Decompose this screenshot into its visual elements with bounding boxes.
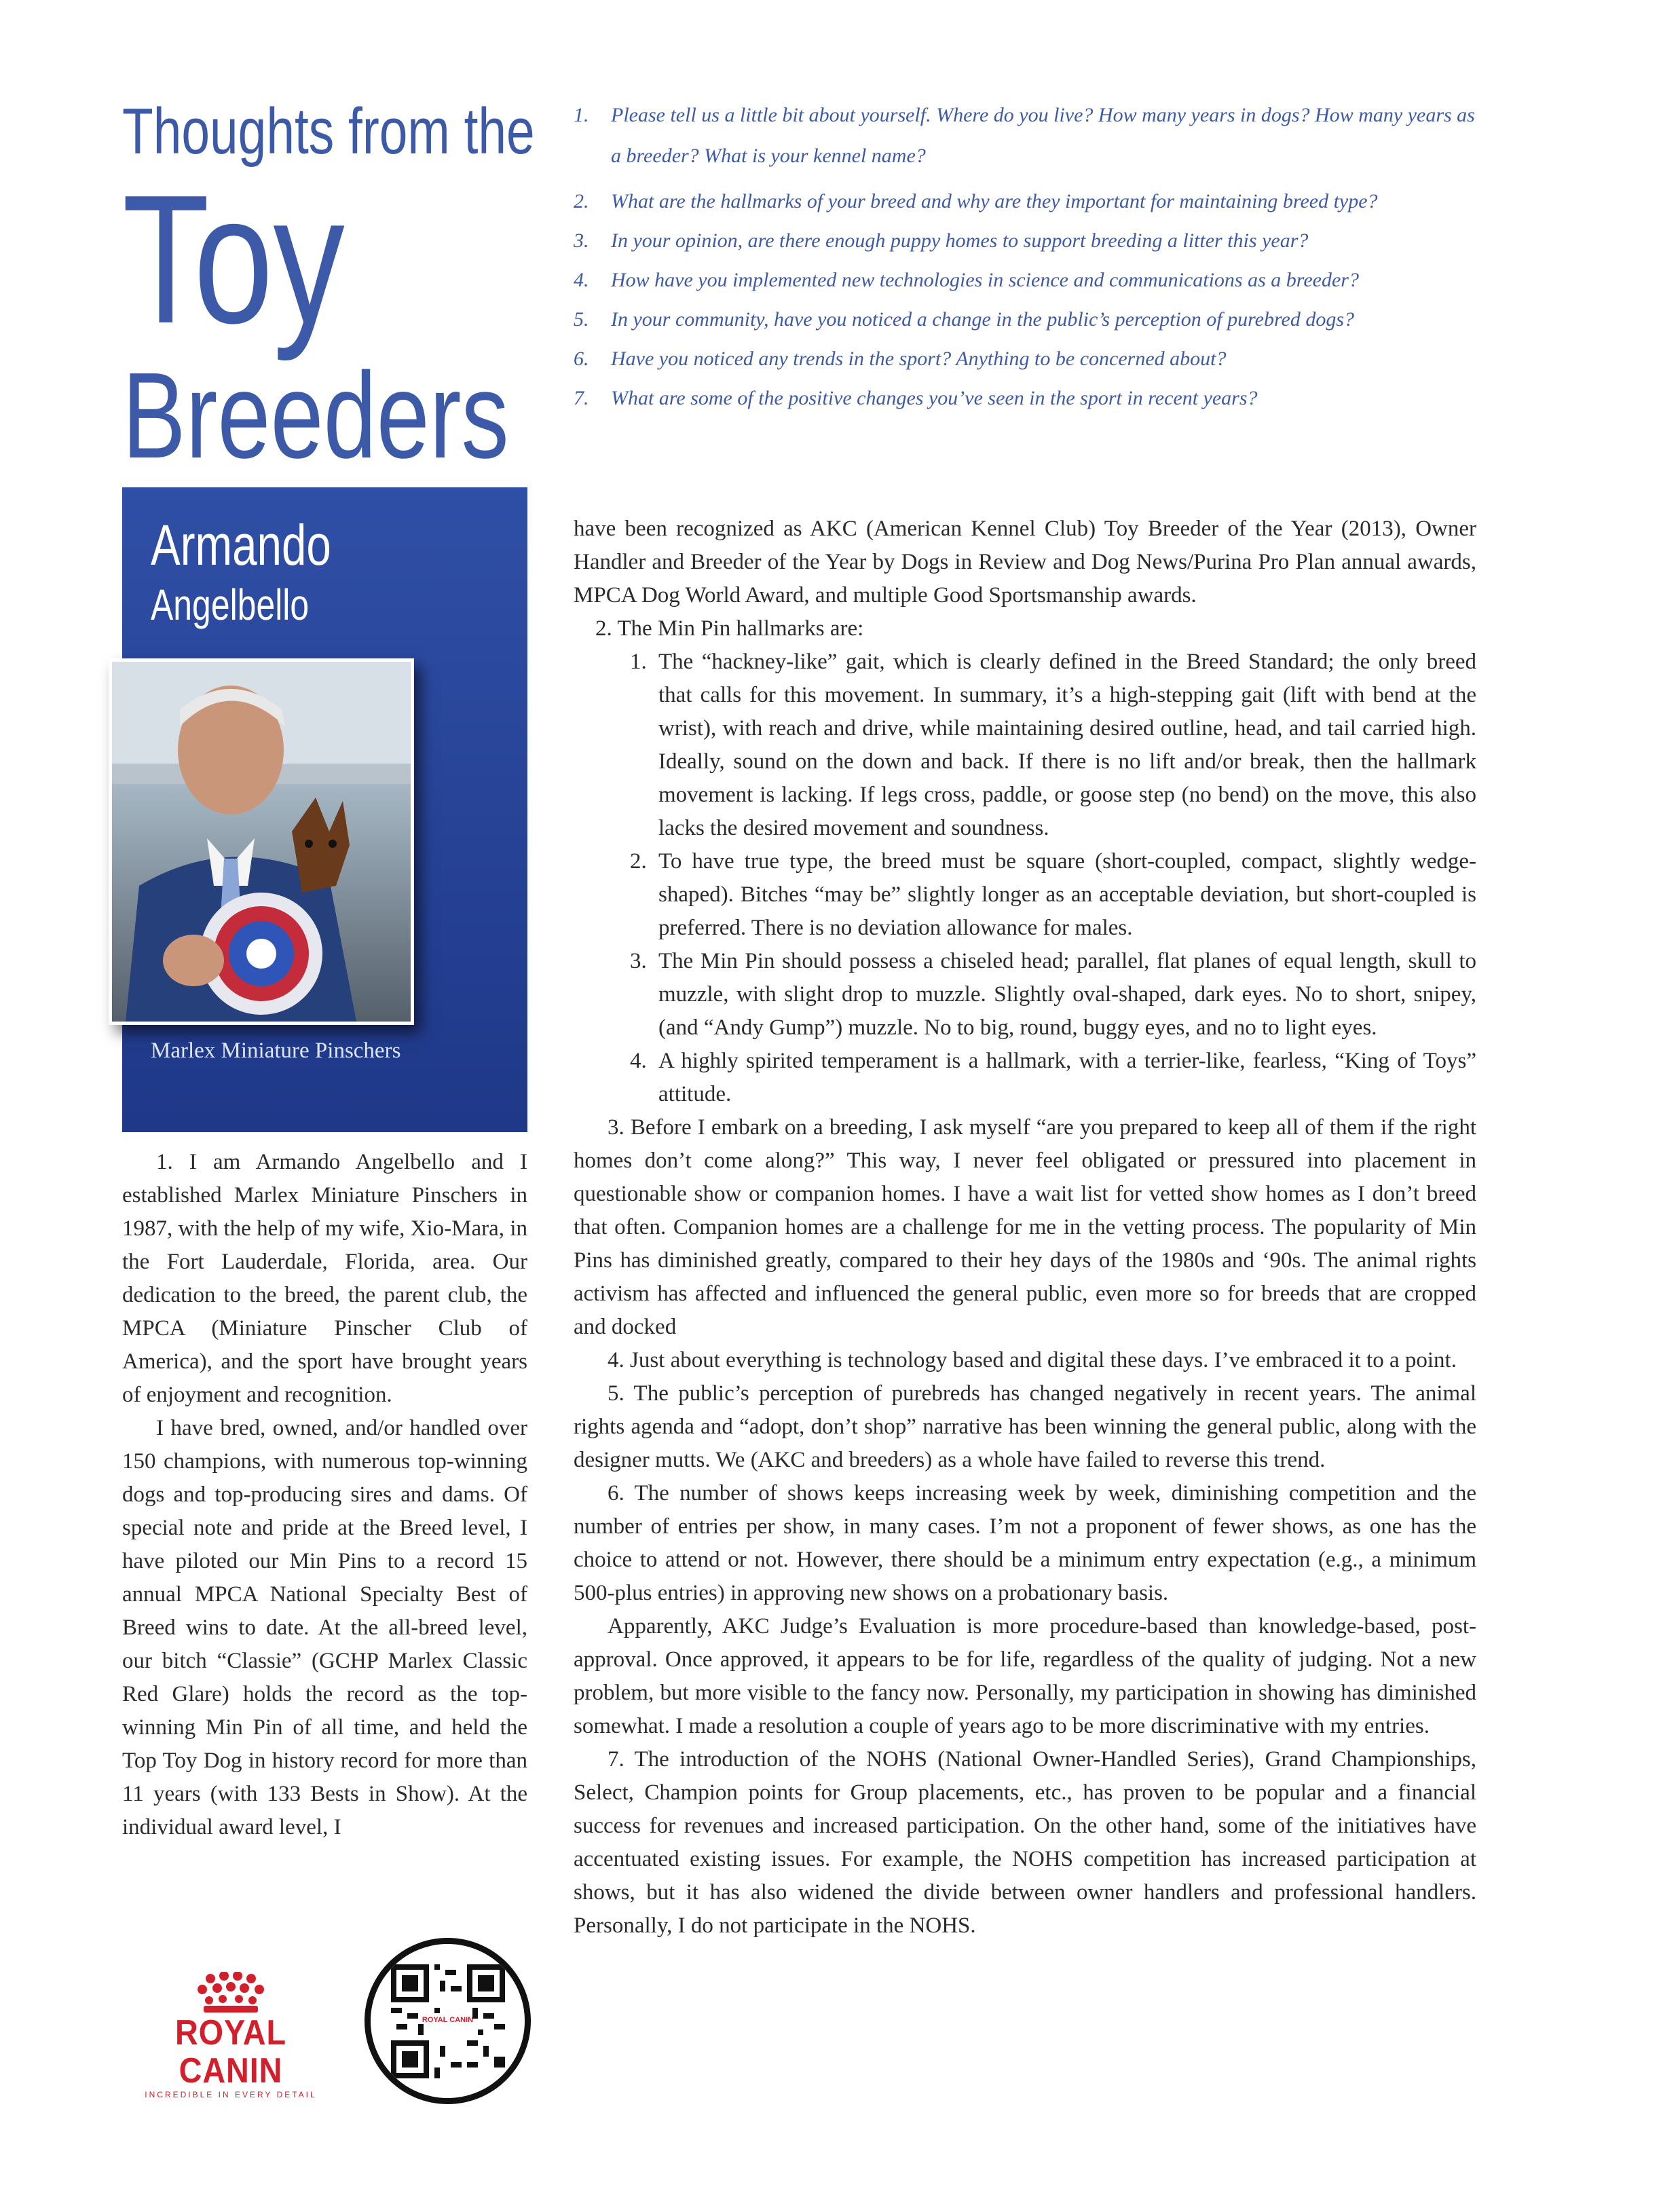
question-text: Please tell us a little bit about yourself. Where do you live? How many years in dogs? How many years as a breeder? What is your kennel name? [611, 104, 1475, 167]
qr-label: ROYAL CANIN [422, 2016, 474, 2024]
hallmark-list [574, 646, 1476, 1111]
question-text: What are the hallmarks of your breed and why are they important for maintaining breed type? [611, 190, 1378, 212]
hallmark-item: 4. A highly spirited temperament is a hallmark, with a terrier-like, fearless, “King of Toys” attitude. [630, 1049, 1476, 1106]
profile-first-name: Armando [151, 513, 331, 577]
question-text: What are some of the positive changes you’ve seen in the sport in recent years? [611, 387, 1258, 409]
hallmark-item: 3. The Min Pin should possess a chiseled head; parallel, flat planes of equal length, skull to muzzle, with slight drop to muzzle. Slightly oval-shaped, dark eyes. No to short, snipey, (and “Andy Gump”) muzzle. No to big, round, buggy eyes, and no to light eyes. [630, 949, 1476, 1040]
question-text: In your opinion, are there enough puppy homes to support breeding a litter this year? [611, 229, 1309, 252]
question-item: 4. How have you implemented new technologies in science and communications as a breeder? [574, 269, 1359, 291]
question-text: How have you implemented new technologies in science and communications as a breeder? [611, 269, 1359, 291]
portrait-illustration [112, 662, 411, 1022]
hallmark-item: 2. To have true type, the breed must be square (short-coupled, compact, slightly wedge-shaped). Bitches “may be” slightly longer as an acceptable deviation, but short-coupled is preferred. There is no deviation allowance for males. [630, 849, 1476, 940]
answer-7: 7. The introduction of the NOHS (National Owner-Handled Series), Grand Championships, Select, Champion points for Group placements, etc., has proven to be popular and a financial success for revenues and increased participation. On the other hand, some of the initiatives have accentuated existing issues. For example, the NOHS competition has increased participation at shows, but it has also widened the divide between owner handlers and professional handlers. Personally, I do not participate in the NOHS. [574, 1747, 1476, 1938]
profile-kennel: Marlex Miniature Pinschers [151, 1039, 401, 1063]
answer-6-continued: Apparently, AKC Judge’s Evaluation is more procedure-based than knowledge-based, post-approval. Once approved, it appears to be for life, regardless of the quality of judging. Not a new problem, but more visible to the fancy now. Personally, my participation in showing has diminished somewhat. I made a resolution a couple of years ago to be more discriminative with my entries. [574, 1614, 1476, 1738]
title-line-3: Breeders [122, 348, 509, 484]
answer-2-heading: 2. The Min Pin hallmarks are: [595, 616, 864, 641]
qr-code[interactable] [365, 1938, 531, 2104]
answer-3: 3. Before I embark on a breeding, I ask myself “are you prepared to keep all of them if the right homes don’t come along?” This way, I never feel obligated or pressured into placement in questionable show or companion homes. I have a wait list for vetted show homes as I don’t breed that often. Companion homes are a challenge for me in the vetting process. The popularity of Min Pins has diminished greatly, compared to their hey days of the 1980s and ‘90s. The animal rights activism has affected and influenced the general public, even more so for breeds that are cropped and docked [574, 1115, 1476, 1339]
answer-6: 6. The number of shows keeps increasing week by week, diminishing competition and the number of entries per show, in many cases. I’m not a proponent of fewer shows, as one has the choice to attend or not. However, there should be a minimum entry expectation (e.g., a minimum 500-plus entries) in approving new shows on a probationary basis. [574, 1481, 1476, 1605]
brand-name: ROYAL CANIN [174, 2013, 286, 2091]
question-text: Have you noticed any trends in the sport? Anything to be concerned about? [611, 348, 1227, 370]
question-list [574, 95, 1476, 418]
answer-5: 5. The public’s perception of purebreds has changed negatively in recent years. The animal rights agenda and “adopt, don’t shop” narrative has been winning the general public, along with the designer mutts. We (AKC and breeders) as a whole have failed to reverse this trend. [574, 1381, 1476, 1472]
question-item: 5. In your community, have you noticed a change in the public’s perception of purebred dogs? [574, 308, 1355, 331]
question-item: 7. What are some of the positive changes you’ve seen in the sport in recent years? [574, 387, 1258, 409]
answer-1-continued: I have bred, owned, and/or handled over 150 champions, with numerous top-winning dogs and top-producing sires and dams. Of special note and pride at the Breed level, I have piloted our Min Pins to a record 15 annual MPCA National Specialty Best of Breed wins to date. At the all-breed level, our bitch “Classie” (GCHP Marlex Classic Red Glare) holds the record as the top-winning Min Pin of all time, and held the Top Toy Dog in history record for more than 11 years (with 133 Bests in Show). At the individual award level, I [122, 1416, 527, 1839]
left-column [122, 1146, 527, 1844]
page-title [122, 95, 543, 484]
profile-card [122, 487, 527, 1132]
right-column [574, 512, 1476, 1943]
title-line-2: Toy [122, 157, 345, 362]
question-item: 2. What are the hallmarks of your breed and why are they important for maintaining breed type? [574, 190, 1378, 212]
question-item: 6. Have you noticed any trends in the sport? Anything to be concerned about? [574, 348, 1227, 370]
profile-last-name: Angelbello [151, 580, 310, 629]
hallmark-item: 1. The “hackney-like” gait, which is clearly defined in the Breed Standard; the only breed that calls for this movement. In summary, it’s a high-stepping gait (lift with bend at the wrist), with reach and drive, while maintaining desired outline, head, and tail carried high. Ideally, sound on the down and back. If there is no lift and/or break, then the hallmark movement is lacking. If legs cross, paddle, or goose step (no bend) on the move, this also lacks the desired movement and soundness. [630, 650, 1476, 840]
title-line-1: Thoughts from the [122, 95, 535, 168]
brand-tagline: INCREDIBLE IN EVERY DETAIL [145, 2090, 317, 2099]
question-item: 1. Please tell us a little bit about yourself. Where do you live? How many years in dogs? How many years as a breeder? What is your kennel name? [574, 104, 1475, 167]
royal-canin-logo[interactable] [122, 1972, 339, 2099]
crown-icon [190, 1972, 272, 2014]
portrait-photo [109, 658, 414, 1025]
answer-1-end: have been recognized as AKC (American Kennel Club) Toy Breeder of the Year (2013), Owner Handler and Breeder of the Year by Dogs in Review and Dog News/Purina Pro Plan annual awards, MPCA Dog World Award, and multiple Good Sportsmanship awards. [574, 517, 1476, 607]
question-item: 3. In your opinion, are there enough puppy homes to support breeding a litter this year? [574, 229, 1309, 252]
question-text: In your community, have you noticed a change in the public’s perception of purebred dogs? [611, 308, 1355, 331]
answer-1: 1. I am Armando Angelbello and I established Marlex Miniature Pinschers in 1987, with the help of my wife, Xio-Mara, in the Fort Lauderdale, Florida, area. Our dedication to the breed, the parent club, the MPCA (Miniature Pinscher Club of America), and the sport have brought years of enjoyment and recognition. [122, 1150, 527, 1407]
answer-4: 4. Just about everything is technology based and digital these days. I’ve embraced it to a point. [608, 1348, 1457, 1372]
